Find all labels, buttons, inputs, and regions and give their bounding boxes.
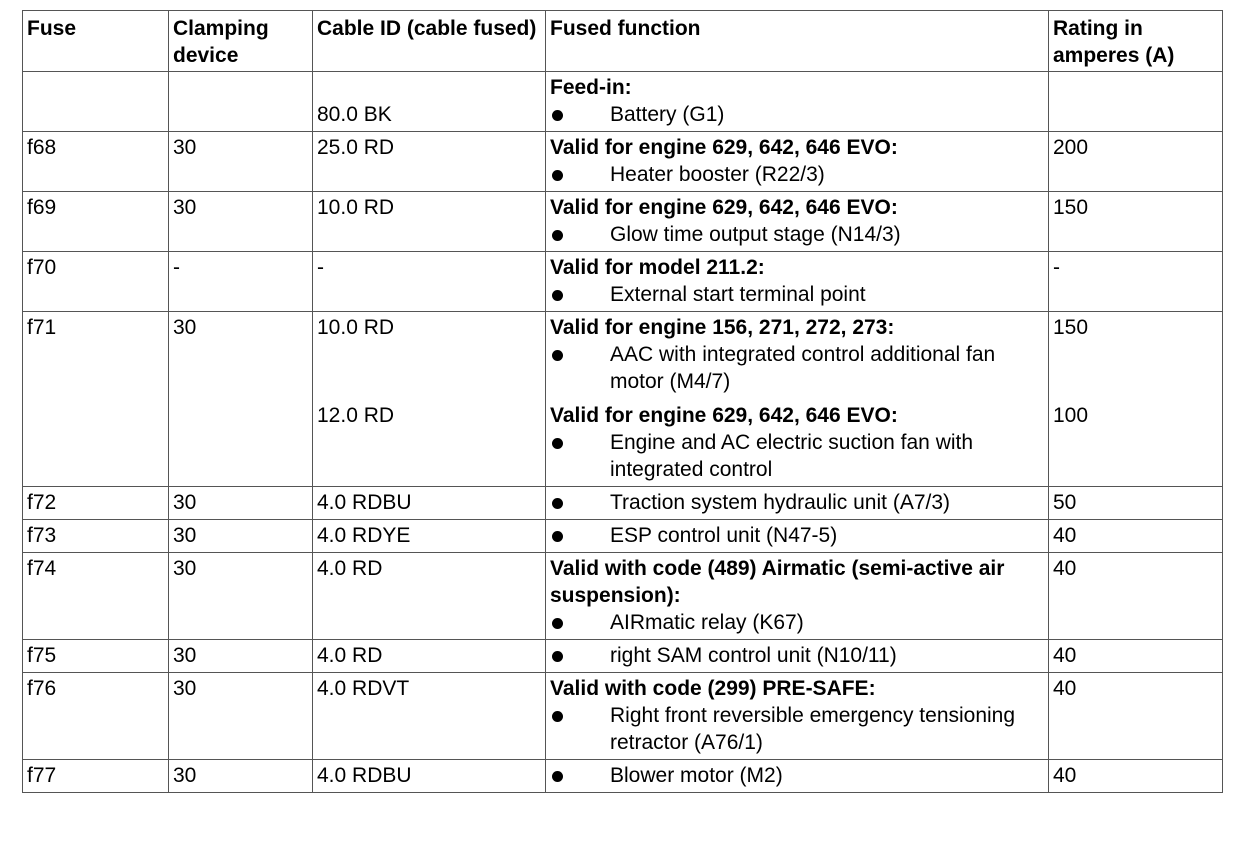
- cell-rating: [1049, 312, 1223, 487]
- cell-rating: -: [1049, 252, 1223, 312]
- function-block: [550, 314, 1044, 395]
- function-text: AIRmatic relay (K67): [610, 611, 804, 634]
- cell-rating: 40: [1049, 553, 1223, 640]
- cell-cable: 4.0 RDBU: [313, 487, 546, 520]
- cell-rating: 40: [1049, 673, 1223, 760]
- rating-block: [1053, 402, 1218, 429]
- header-fuse: Fuse: [23, 11, 169, 72]
- cell-function: [546, 72, 1049, 132]
- header-clamping-device: Clamping device: [169, 11, 313, 72]
- function-item: [550, 161, 1044, 188]
- bullet-icon: [552, 290, 563, 301]
- cell-rating: 50: [1049, 487, 1223, 520]
- header-fused-function: Fused function: [546, 11, 1049, 72]
- rating-block: [1053, 314, 1218, 395]
- function-text: Traction system hydraulic unit (A7/3): [610, 491, 951, 514]
- spacer: [1053, 341, 1218, 368]
- table-row: [23, 312, 1223, 487]
- bullet-icon: [552, 498, 563, 509]
- cell-clamping: 30: [169, 553, 313, 640]
- function-item: [550, 429, 1044, 483]
- bullet-icon: [552, 110, 563, 121]
- cell-cable: 10.0 RD: [313, 192, 546, 252]
- function-text: right SAM control unit (N10/11): [610, 644, 897, 667]
- cell-function: [546, 640, 1049, 673]
- function-text: ESP control unit (N47-5): [610, 524, 838, 547]
- bullet-icon: [552, 771, 563, 782]
- table-row: [23, 72, 1223, 132]
- bullet-icon: [552, 711, 563, 722]
- bullet-icon: [552, 230, 563, 241]
- cell-rating: [1049, 72, 1223, 132]
- table-row: [23, 520, 1223, 553]
- cell-rating: 40: [1049, 760, 1223, 793]
- cell-fuse: f75: [23, 640, 169, 673]
- function-heading: Valid for model 211.2:: [550, 256, 765, 279]
- cell-fuse: f68: [23, 132, 169, 192]
- spacer: [317, 74, 541, 101]
- bullet-icon: [552, 651, 563, 662]
- function-item: [550, 702, 1044, 756]
- cell-clamping: 30: [169, 673, 313, 760]
- bullet-icon: [552, 531, 563, 542]
- cell-function: [546, 312, 1049, 487]
- function-item: [550, 101, 1044, 128]
- table-row: [23, 673, 1223, 760]
- cell-fuse: [23, 72, 169, 132]
- table-row: [23, 553, 1223, 640]
- cell-function: [546, 252, 1049, 312]
- cell-fuse: f69: [23, 192, 169, 252]
- cell-clamping: [169, 72, 313, 132]
- function-item: [550, 341, 1044, 395]
- cell-clamping: 30: [169, 192, 313, 252]
- cable-id: 12.0 RD: [317, 404, 395, 427]
- function-text: Right front reversible emergency tensioning retractor (A76/1): [610, 704, 1016, 754]
- cell-cable: 4.0 RDYE: [313, 520, 546, 553]
- bullet-icon: [552, 350, 563, 361]
- cell-cable: 4.0 RDBU: [313, 760, 546, 793]
- cell-cable: -: [313, 252, 546, 312]
- function-text: Blower motor (M2): [610, 764, 783, 787]
- table-row: [23, 132, 1223, 192]
- bullet-icon: [552, 438, 563, 449]
- cell-function: [546, 760, 1049, 793]
- function-item: [550, 609, 1044, 636]
- header-row: [23, 11, 1223, 72]
- cell-cable: 4.0 RD: [313, 553, 546, 640]
- cell-fuse: f71: [23, 312, 169, 487]
- function-text: Glow time output stage (N14/3): [610, 223, 901, 246]
- cell-rating: 150: [1049, 192, 1223, 252]
- cell-cable: [313, 312, 546, 487]
- function-text: Battery (G1): [610, 103, 725, 126]
- cell-cable: 25.0 RD: [313, 132, 546, 192]
- function-item: [550, 489, 1044, 516]
- cell-clamping: 30: [169, 640, 313, 673]
- header-rating: Rating in amperes (A): [1049, 11, 1223, 72]
- cable-id-block: [317, 402, 541, 429]
- table-row: [23, 252, 1223, 312]
- cell-function: [546, 132, 1049, 192]
- function-heading: Feed-in:: [550, 76, 632, 99]
- cell-rating: 40: [1049, 640, 1223, 673]
- bullet-icon: [552, 618, 563, 629]
- cell-function: [546, 553, 1049, 640]
- cell-function: [546, 192, 1049, 252]
- cell-function: [546, 520, 1049, 553]
- function-item: [550, 642, 1044, 669]
- cell-fuse: f74: [23, 553, 169, 640]
- function-heading: Valid with code (489) Airmatic (semi-active air suspension):: [550, 557, 1005, 607]
- cell-rating: 200: [1049, 132, 1223, 192]
- function-text: External start terminal point: [610, 283, 866, 306]
- cell-cable: 4.0 RD: [313, 640, 546, 673]
- function-heading: Valid for engine 156, 271, 272, 273:: [550, 316, 895, 339]
- table-row: [23, 487, 1223, 520]
- function-item: [550, 762, 1044, 789]
- cell-cable: [313, 72, 546, 132]
- cell-clamping: -: [169, 252, 313, 312]
- table-row: [23, 640, 1223, 673]
- cell-function: [546, 487, 1049, 520]
- cell-function: [546, 673, 1049, 760]
- cell-clamping: 30: [169, 760, 313, 793]
- function-text: Heater booster (R22/3): [610, 163, 825, 186]
- function-item: [550, 522, 1044, 549]
- cell-clamping: 30: [169, 312, 313, 487]
- cable-id: 80.0 BK: [317, 103, 392, 126]
- function-block: [550, 402, 1044, 483]
- cell-fuse: f70: [23, 252, 169, 312]
- cell-fuse: f76: [23, 673, 169, 760]
- cell-fuse: f73: [23, 520, 169, 553]
- rating-value: 100: [1053, 404, 1089, 427]
- function-heading: Valid for engine 629, 642, 646 EVO:: [550, 404, 898, 427]
- cell-clamping: 30: [169, 132, 313, 192]
- cell-clamping: 30: [169, 520, 313, 553]
- cell-fuse: f72: [23, 487, 169, 520]
- cable-id-block: [317, 314, 541, 395]
- spacer: [1053, 368, 1218, 395]
- function-heading: Valid for engine 629, 642, 646 EVO:: [550, 196, 898, 219]
- bullet-icon: [552, 170, 563, 181]
- cell-cable: 4.0 RDVT: [313, 673, 546, 760]
- fuse-table: [22, 10, 1223, 793]
- table-row: [23, 192, 1223, 252]
- cell-fuse: f77: [23, 760, 169, 793]
- spacer: [317, 368, 541, 395]
- cell-rating: 40: [1049, 520, 1223, 553]
- cell-clamping: 30: [169, 487, 313, 520]
- spacer: [317, 341, 541, 368]
- function-heading: Valid for engine 629, 642, 646 EVO:: [550, 136, 898, 159]
- cable-id: 10.0 RD: [317, 316, 395, 339]
- table-row: [23, 760, 1223, 793]
- function-item: [550, 281, 1044, 308]
- function-text: AAC with integrated control additional fan motor (M4/7): [610, 343, 996, 393]
- header-cable-id: Cable ID (cable fused): [313, 11, 546, 72]
- function-item: [550, 221, 1044, 248]
- function-heading: Valid with code (299) PRE-SAFE:: [550, 677, 876, 700]
- function-text: Engine and AC electric suction fan with integrated control: [610, 431, 974, 481]
- rating-value: 150: [1053, 316, 1089, 339]
